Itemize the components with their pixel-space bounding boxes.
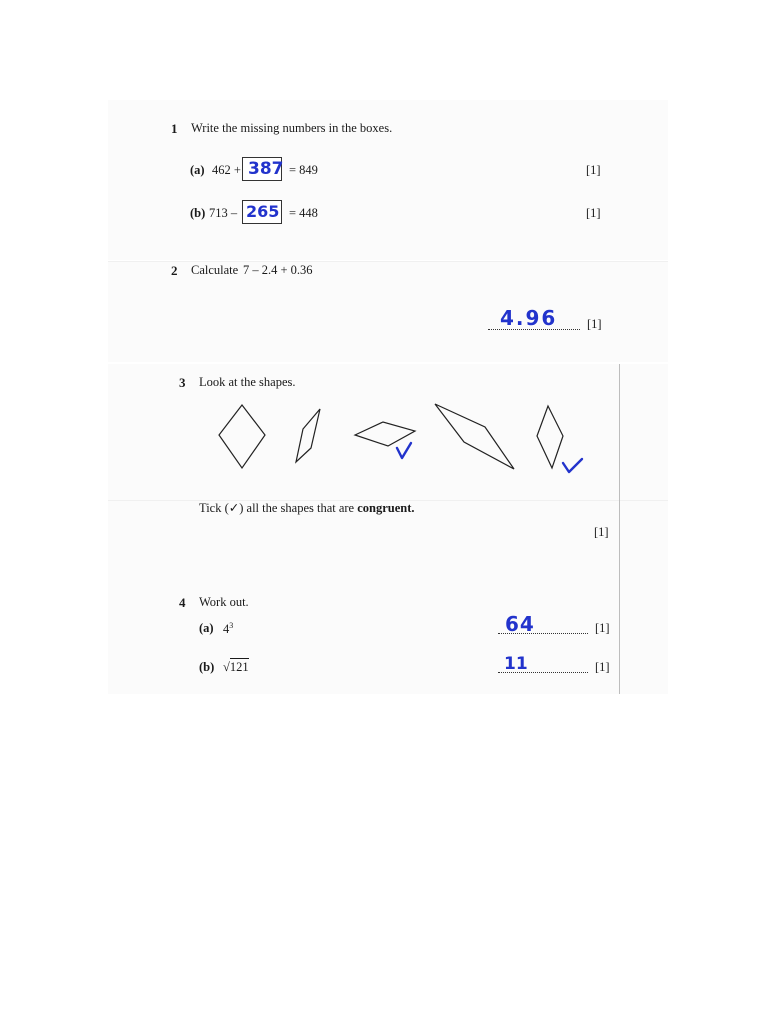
- power-exponent: 3: [229, 621, 234, 630]
- mark-allocation: [1]: [594, 525, 609, 539]
- margin-rule: [619, 364, 620, 694]
- mark-allocation: [1]: [586, 163, 601, 177]
- question-prompt: Work out.: [199, 595, 249, 609]
- shape-3-rhombus[interactable]: [355, 422, 415, 446]
- equation-right: = 448: [289, 206, 318, 220]
- band-divider: [108, 261, 668, 262]
- mark-allocation: [1]: [587, 317, 602, 331]
- handwritten-answer: 11: [504, 654, 528, 674]
- question-number: 1: [171, 121, 178, 136]
- answer-box[interactable]: [242, 200, 282, 224]
- part-label: (a): [199, 621, 214, 635]
- shape-5-rhombus[interactable]: [537, 406, 563, 468]
- expression: 7 – 2.4 + 0.36: [243, 263, 313, 277]
- part-label: (b): [190, 206, 206, 220]
- tick-mark-icon: [397, 443, 411, 458]
- radicand: 121: [229, 660, 249, 674]
- question-number: 3: [179, 375, 186, 390]
- power-expression: [223, 621, 233, 637]
- handwritten-answer: 4.96: [500, 306, 558, 330]
- instruction-text: [199, 500, 415, 516]
- shape-4-parallelogram[interactable]: [435, 404, 514, 469]
- instruction-plain: Tick (✓) all the shapes that are: [199, 501, 358, 515]
- question-number: 2: [171, 263, 178, 278]
- shape-2-parallelogram[interactable]: [296, 409, 320, 462]
- mark-allocation: [1]: [595, 621, 610, 635]
- part-label: (b): [199, 660, 215, 674]
- mark-allocation: [1]: [586, 206, 601, 220]
- handwritten-answer: 64: [505, 612, 535, 636]
- question-prompt: Calculate: [191, 263, 239, 277]
- radical-sign-icon: √: [223, 660, 230, 674]
- question-prompt: Look at the shapes.: [199, 375, 296, 389]
- handwritten-answer: 265: [246, 202, 280, 221]
- part-label: (a): [190, 163, 205, 177]
- root-expression: [223, 660, 249, 675]
- equation-left: 713 –: [209, 206, 238, 220]
- power-base: 4: [223, 622, 230, 637]
- answer-box[interactable]: [242, 157, 282, 181]
- question-number: 4: [179, 595, 186, 610]
- equation-right: = 849: [289, 163, 318, 177]
- question-prompt: Write the missing numbers in the boxes.: [191, 121, 393, 135]
- handwritten-answer: 387: [248, 159, 284, 179]
- equation-left: 462 +: [212, 163, 241, 177]
- shapes-figure: [200, 395, 600, 485]
- tick-mark-icon: [563, 459, 582, 472]
- mark-allocation: [1]: [595, 660, 610, 674]
- instruction-bold: congruent.: [357, 501, 415, 515]
- shape-1-rhombus[interactable]: [219, 405, 265, 468]
